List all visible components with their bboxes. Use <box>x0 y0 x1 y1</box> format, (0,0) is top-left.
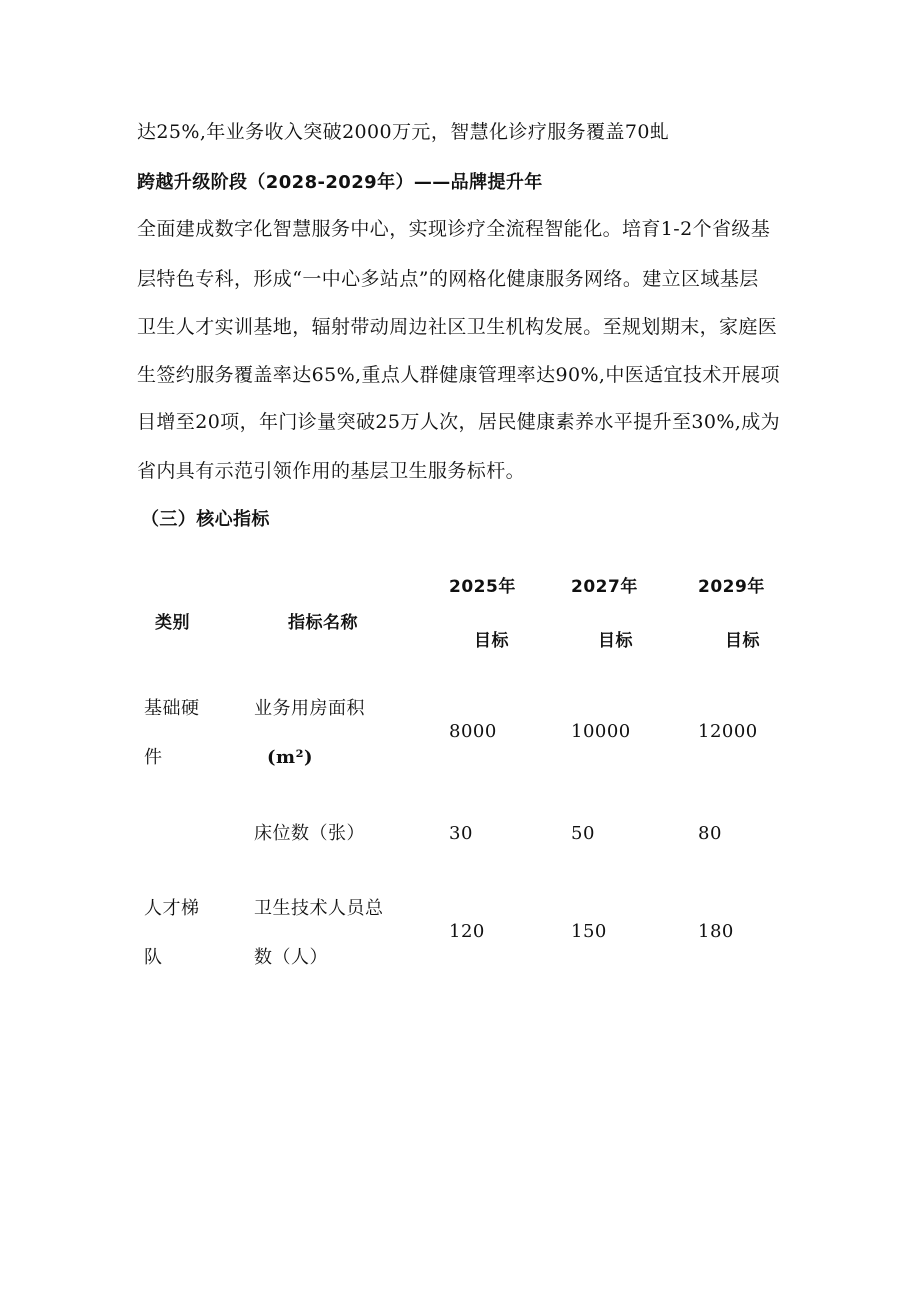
row-value-2029: 180 <box>698 921 734 942</box>
row-value-2029: 80 <box>698 823 722 844</box>
paragraph-top-line: 达25%,年业务收入突破2000万元，智慧化诊疗服务覆盖70虬 <box>137 121 670 143</box>
row-indicator-unit: (m²) <box>267 747 313 768</box>
body-line: 目增至20项，年门诊量突破25万人次，居民健康素养水平提升至30%,成为 <box>137 411 781 433</box>
header-2029-year: 2029年 <box>698 577 765 597</box>
body-line: 卫生人才实训基地，辐射带动周边社区卫生机构发展。至规划期末，家庭医 <box>137 316 778 338</box>
row-value-2025: 8000 <box>449 721 497 742</box>
section-heading: （三）核心指标 <box>141 509 270 530</box>
header-2027-year: 2027年 <box>571 577 638 597</box>
row-value-2029: 12000 <box>698 721 758 742</box>
row-category: 件 <box>144 747 163 768</box>
row-value-2025: 30 <box>449 823 473 844</box>
row-category: 基础硬 <box>144 698 200 719</box>
row-value-2027: 10000 <box>571 721 631 742</box>
body-line: 全面建成数字化智慧服务中心，实现诊疗全流程智能化。培育1-2个省级基 <box>137 218 771 240</box>
header-2029-target: 目标 <box>725 631 760 651</box>
row-indicator-name-cont: 数（人） <box>254 947 328 968</box>
body-line: 层特色专科，形成“一中心多站点”的网格化健康服务网络。建立区域基层 <box>137 268 759 290</box>
header-indicator-name: 指标名称 <box>288 613 358 633</box>
body-line: 生签约服务覆盖率达65%,重点人群健康管理率达90%,中医适宜技术开展项 <box>137 364 780 386</box>
stage-heading: 跨越升级阶段（2028-2029年）——品牌提升年 <box>137 172 543 193</box>
header-category: 类别 <box>155 613 190 633</box>
row-category: 人才梯 <box>144 898 200 919</box>
row-indicator-name: 业务用房面积 <box>254 698 365 719</box>
row-category: 队 <box>144 947 163 968</box>
row-indicator-name: 床位数（张） <box>254 823 365 844</box>
header-2025-year: 2025年 <box>449 577 516 597</box>
row-value-2027: 150 <box>571 921 607 942</box>
body-line: 省内具有示范引领作用的基层卫生服务标杆。 <box>137 460 526 482</box>
row-value-2027: 50 <box>571 823 595 844</box>
header-2027-target: 目标 <box>598 631 633 651</box>
header-2025-target: 目标 <box>474 631 509 651</box>
row-value-2025: 120 <box>449 921 485 942</box>
row-indicator-name: 卫生技术人员总 <box>254 898 384 919</box>
